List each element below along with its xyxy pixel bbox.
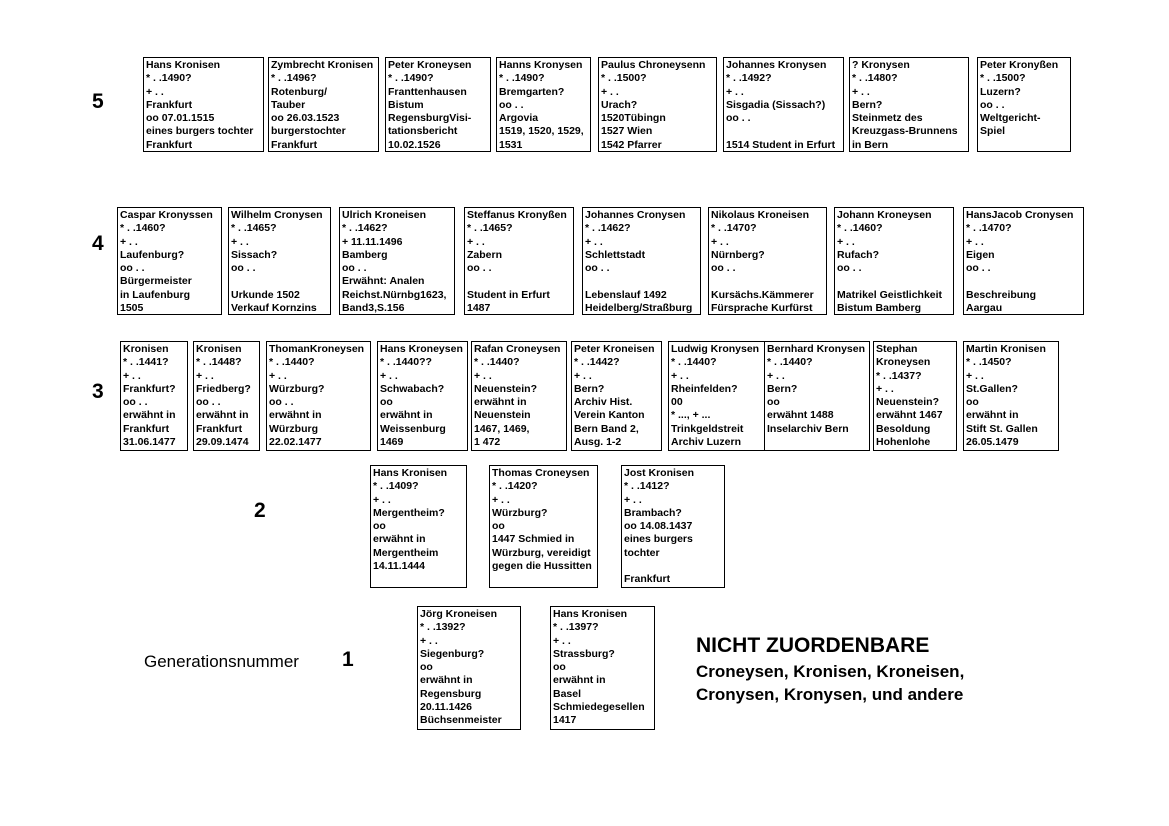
person-detail-line: Frankfurt (196, 422, 243, 435)
person-detail-line: * . .1470? (711, 222, 757, 235)
person-detail-line: erwähnt in (966, 409, 1019, 422)
person-detail-line: + . . (553, 634, 571, 647)
person-detail-line: Würzburg? (269, 382, 325, 395)
person-card (377, 341, 468, 451)
person-detail-line: + . . (196, 369, 214, 382)
person-detail-line: burgerstochter (271, 125, 346, 138)
person-detail-line: Neuenstein? (876, 396, 940, 409)
person-detail-line: oo . . (711, 262, 736, 275)
person-detail-line: Frankfurt (146, 98, 193, 111)
person-detail-line: * . .1420? (492, 480, 538, 493)
person-name: Jörg Kroneisen (420, 608, 498, 620)
person-detail-line: 10.02.1526 (388, 138, 441, 151)
person-detail-line: Rheinfelden? (671, 382, 738, 395)
person-card (385, 57, 491, 152)
generation-number-1: 1 (342, 648, 354, 671)
person-detail-line: 1519, 1520, 1529, (499, 125, 584, 138)
person-detail-line (624, 560, 722, 573)
person-detail-line: Siegenburg? (420, 647, 485, 660)
person-detail-line: Heidelberg/Straßburg (585, 302, 693, 315)
person-detail-line: * . .1500? (601, 72, 647, 85)
person-detail-line: Argovia (499, 112, 539, 125)
person-detail-line: Frankfurt? (123, 382, 176, 395)
person-detail-line: Verein Kanton (574, 409, 645, 422)
person-detail-line: oo (966, 396, 979, 409)
person-name: ? Kronysen (852, 59, 910, 71)
person-detail-line: oo . . (342, 262, 367, 275)
person-detail-line: Zabern (467, 248, 503, 261)
person-detail-line: Schwabach? (380, 382, 445, 395)
person-name: Hans Kronisen (146, 59, 221, 71)
generation-number-2: 2 (254, 499, 266, 522)
person-detail-line: 00 (671, 396, 683, 409)
person-card (143, 57, 264, 152)
person-name: Zymbrecht Kronisen (271, 59, 374, 71)
person-detail-line: * . .1441? (123, 356, 169, 369)
person-name: Ludwig Kronysen (671, 343, 760, 355)
person-detail-line: erwähnt in (269, 409, 322, 422)
person-detail-line: * . .1412? (624, 480, 670, 493)
person-card (834, 207, 954, 315)
person-detail-line: 26.05.1479 (966, 436, 1019, 449)
person-name: Peter Kroneysen (388, 59, 472, 71)
person-detail-line: Bremgarten? (499, 85, 565, 98)
person-detail-line: Mergentheim (373, 546, 439, 559)
person-detail-line: * . .1440? (474, 356, 520, 369)
person-detail-line: * . .1500? (980, 72, 1026, 85)
person-detail-line: * . .1460? (120, 222, 166, 235)
person-detail-line: + . . (624, 493, 642, 506)
person-card (668, 341, 766, 451)
person-detail-line: oo . . (196, 396, 221, 409)
person-detail-line: Mergentheim? (373, 506, 445, 519)
person-detail-line: Hohenlohe (876, 436, 931, 449)
person-detail-line: 1469 (380, 436, 404, 449)
person-card (582, 207, 701, 315)
person-detail-line: * . .1465? (467, 222, 513, 235)
person-detail-line: oo (373, 520, 386, 533)
person-name: Johannes Cronysen (585, 209, 686, 221)
person-detail-line: oo (492, 520, 505, 533)
person-name: Johannes Kronysen (726, 59, 827, 71)
title-block (696, 632, 964, 706)
person-card (963, 207, 1084, 315)
person-detail-line: 1514 Student in Erfurt (726, 138, 836, 151)
person-detail-line: Neuenstein (474, 409, 531, 422)
person-detail-line: oo 07.01.1515 (146, 112, 215, 125)
person-detail-line: 1527 Wien (601, 125, 653, 138)
person-detail-line: oo (767, 396, 780, 409)
person-detail-line (467, 275, 571, 288)
person-detail-line: Brambach? (624, 506, 682, 519)
person-detail-line: + . . (123, 369, 141, 382)
person-detail-line: + . . (269, 369, 287, 382)
person-card (417, 606, 521, 730)
person-detail-line: 1447 Schmied in (492, 533, 575, 546)
person-detail-line: 1520Tübingn (601, 112, 666, 125)
person-detail-line: + . . (120, 235, 138, 248)
person-detail-line: * . .1440?? (380, 356, 432, 369)
person-detail-line: Würzburg (269, 422, 318, 435)
person-card (849, 57, 969, 152)
person-detail-line: + . . (726, 85, 744, 98)
person-detail-line (231, 275, 328, 288)
person-detail-line: * . .1496? (271, 72, 317, 85)
person-detail-line (966, 275, 1081, 288)
person-detail-line: Schmiedegesellen (553, 701, 645, 714)
person-detail-line: Bern Band 2, (574, 422, 639, 435)
person-detail-line: Stift St. Gallen (966, 422, 1038, 435)
title-subtitle-1: Croneysen, Kronisen, Kroneisen, (696, 662, 965, 681)
person-detail-line: Frankfurt (271, 138, 318, 151)
person-detail-line: Weissenburg (380, 422, 446, 435)
person-name: Hans Kronisen (553, 608, 628, 620)
person-card (120, 341, 188, 451)
person-detail-line: Beschreibung (966, 288, 1037, 301)
person-detail-line: + . . (380, 369, 398, 382)
person-name: Peter Kroneisen (574, 343, 655, 355)
person-detail-line: * . .1492? (726, 72, 772, 85)
person-name: Ulrich Kroneisen (342, 209, 427, 221)
person-detail-line: * . .1490? (146, 72, 192, 85)
person-detail-line: + . . (837, 235, 855, 248)
person-detail-line: Sisgadia (Sissach?) (726, 98, 826, 111)
person-detail-line: tationsbericht (388, 125, 458, 138)
person-detail-line: Regensburg (420, 687, 482, 700)
person-name: Martin Kronisen (966, 343, 1046, 355)
person-detail-line: + . . (852, 85, 870, 98)
person-card (764, 341, 870, 451)
person-detail-line: erwähnt in (373, 533, 426, 546)
person-detail-line: erwähnt in (420, 674, 473, 687)
person-detail-line: oo (380, 396, 393, 409)
person-detail-line: St.Gallen? (966, 382, 1018, 395)
person-detail-line: Rufach? (837, 248, 879, 261)
person-detail-line: + . . (966, 235, 984, 248)
person-detail-line: Würzburg, vereidigt (492, 546, 591, 559)
person-detail-line: + . . (146, 85, 164, 98)
person-detail-line: Matrikel Geistlichkeit (837, 288, 943, 301)
title-heading: NICHT ZUORDENBARE (696, 634, 930, 657)
generation-number-3: 3 (92, 380, 104, 403)
person-detail-line: + . . (671, 369, 689, 382)
person-detail-line: oo . . (231, 262, 256, 275)
person-detail-line: 31.06.1477 (123, 436, 176, 449)
person-detail-line: in Laufenburg (120, 288, 190, 301)
person-card (571, 341, 662, 451)
person-card (873, 341, 957, 451)
generation-number-5: 5 (92, 90, 104, 113)
person-detail-line: * . .1490? (388, 72, 434, 85)
person-detail-line: Fürsprache Kurfürst (711, 302, 813, 315)
person-detail-line: + . . (574, 369, 592, 382)
person-detail-line: * . .1448? (196, 356, 242, 369)
person-detail-line: Lebenslauf 1492 (585, 288, 667, 301)
person-detail-line: Basel (553, 687, 582, 700)
person-card (464, 207, 574, 315)
person-detail-line: oo . . (585, 262, 610, 275)
person-detail-line: 1417 (553, 714, 577, 727)
generation-number-4: 4 (92, 232, 104, 255)
person-card (963, 341, 1059, 451)
person-detail-line: + . . (601, 85, 619, 98)
person-detail-line: Band3,S.156 (342, 302, 405, 315)
person-detail-line: 1467, 1469, (474, 422, 530, 435)
person-detail-line: * . .1480? (852, 72, 898, 85)
person-detail-line: Bistum (388, 98, 424, 111)
person-detail-line: gegen die Hussitten (492, 560, 592, 573)
person-detail-line: Weltgericht- (980, 112, 1041, 125)
person-detail-line: * . .1440? (269, 356, 315, 369)
person-name: ThomanKroneysen (269, 343, 365, 355)
person-detail-line: Archiv Hist. (574, 396, 633, 409)
person-detail-line: eines burgers (624, 533, 693, 546)
person-card (496, 57, 591, 152)
title-subtitle-2: Cronysen, Kronysen, und andere (696, 685, 964, 704)
person-detail-line (711, 275, 824, 288)
person-detail-line: Urkunde 1502 (231, 288, 300, 301)
person-name: Steffanus Kronyßen (467, 209, 567, 221)
person-detail-line: Frankfurt (146, 138, 193, 151)
person-detail-line: Frankfurt (624, 573, 671, 586)
person-detail-line: Kursächs.Kämmerer (711, 288, 814, 301)
person-detail-line: eines burgers tochter (146, 125, 254, 138)
person-detail-line: Archiv Luzern (671, 436, 742, 449)
person-detail-line: oo . . (980, 98, 1005, 111)
person-detail-line: Schlettstadt (585, 248, 646, 261)
person-detail-line: Spiel (980, 125, 1006, 138)
person-detail-line: oo . . (269, 396, 294, 409)
person-name: Hans Kronisen (373, 467, 448, 479)
person-detail-line: oo . . (123, 396, 148, 409)
person-detail-line: erwähnt in (380, 409, 433, 422)
person-detail-line: * . .1409? (373, 480, 419, 493)
person-detail-line: * . .1397? (553, 621, 599, 634)
person-name: Wilhelm Cronysen (231, 209, 323, 221)
person-detail-line: * . .1392? (420, 621, 466, 634)
person-detail-line: + . . (474, 369, 492, 382)
person-detail-line: Kroneysen (876, 356, 931, 369)
person-detail-line: + . . (231, 235, 249, 248)
person-detail-line: oo . . (726, 112, 751, 125)
person-card (723, 57, 844, 152)
person-detail-line: + . . (492, 493, 510, 506)
person-detail-line: Bistum Bamberg (837, 302, 922, 315)
person-detail-line: * . .1470? (966, 222, 1012, 235)
person-detail-line: * . .1465? (231, 222, 277, 235)
person-card (339, 207, 455, 315)
person-name: Paulus Chroneysenn (601, 59, 706, 71)
person-detail-line: 14.11.1444 (373, 560, 425, 573)
person-detail-line: Trinkgeldstreit (671, 422, 744, 435)
person-name: Caspar Kronyssen (120, 209, 213, 221)
person-detail-line: + . . (966, 369, 984, 382)
person-detail-line: * . .1450? (966, 356, 1012, 369)
person-card (268, 57, 379, 152)
person-detail-line: Luzern? (980, 85, 1021, 98)
person-name: Thomas Croneysen (492, 467, 590, 479)
person-detail-line: Bern? (852, 98, 883, 111)
person-detail-line (726, 125, 841, 138)
person-detail-line: Eigen (966, 248, 995, 261)
person-detail-line: erwähnt 1467 (876, 409, 943, 422)
person-detail-line: 1505 (120, 302, 144, 315)
generation-label: Generationsnummer (144, 652, 299, 671)
person-detail-line (585, 275, 698, 288)
person-detail-line: 22.02.1477 (269, 436, 322, 449)
person-detail-line: 1542 Pfarrer (601, 138, 662, 151)
person-detail-line: oo . . (467, 262, 492, 275)
person-name: Kronisen (196, 343, 242, 355)
person-detail-line: Franttenhausen (388, 85, 467, 98)
person-detail-line: Neuenstein? (474, 382, 538, 395)
person-detail-line: Strassburg? (553, 647, 615, 660)
person-detail-line: Reichst.Nürnbg1623, (342, 288, 447, 301)
person-name: HansJacob Cronysen (966, 209, 1074, 221)
person-detail-line: Laufenburg? (120, 248, 185, 261)
person-card (977, 57, 1071, 152)
person-detail-line: Student in Erfurt (467, 288, 550, 301)
person-card (621, 465, 725, 588)
person-detail-line: 20.11.1426 (420, 701, 472, 714)
person-name: Johann Kroneysen (837, 209, 932, 221)
person-detail-line: Bamberg (342, 248, 388, 261)
person-detail-line: Würzburg? (492, 506, 548, 519)
person-detail-line: + . . (373, 493, 391, 506)
person-detail-line: Inselarchiv Bern (767, 422, 849, 435)
person-detail-line: erwähnt in (553, 674, 606, 687)
person-detail-line: erwähnt in (123, 409, 176, 422)
person-card (228, 207, 331, 315)
person-card (708, 207, 827, 315)
person-detail-line: + . . (420, 634, 438, 647)
person-detail-line: + . . (467, 235, 485, 248)
person-detail-line: * . .1437? (876, 369, 922, 382)
person-card (489, 465, 598, 588)
person-detail-line: * . .1440? (767, 356, 813, 369)
person-card (598, 57, 717, 152)
person-name: Nikolaus Kroneisen (711, 209, 810, 221)
person-name: Jost Kronisen (624, 467, 695, 479)
person-detail-line: Steinmetz des (852, 112, 923, 125)
person-detail-line: erwähnt in (474, 396, 527, 409)
person-detail-line: oo . . (837, 262, 862, 275)
person-detail-line: 1487 (467, 302, 491, 315)
person-detail-line: Ausg. 1-2 (574, 436, 622, 449)
person-detail-line: * . .1490? (499, 72, 545, 85)
person-detail-line: Besoldung (876, 422, 931, 435)
person-name: Rafan Croneysen (474, 343, 561, 355)
person-detail-line: Kreuzgass-Brunnens (852, 125, 958, 138)
person-detail-line: oo 26.03.1523 (271, 112, 340, 125)
person-detail-line: Verkauf Kornzins (231, 302, 317, 315)
person-detail-line: + . . (711, 235, 729, 248)
person-detail-line: + 11.11.1496 (342, 235, 403, 248)
person-detail-line: Frankfurt (123, 422, 170, 435)
person-detail-line: * . .1462? (342, 222, 388, 235)
person-name: Bernhard Kronysen (767, 343, 866, 355)
person-detail-line: * . .1440? (671, 356, 717, 369)
person-detail-line: + . . (585, 235, 603, 248)
person-detail-line: Aargau (966, 302, 1003, 315)
person-detail-line: erwähnt in (196, 409, 249, 422)
person-detail-line: oo . . (966, 262, 991, 275)
person-name: Hans Kroneysen (380, 343, 463, 355)
person-detail-line: 1531 (499, 138, 523, 151)
person-detail-line: oo . . (499, 98, 524, 111)
person-detail-line: oo (420, 661, 433, 674)
person-detail-line: RegensburgVisi- (388, 112, 472, 125)
person-detail-line: 1 472 (474, 436, 501, 449)
person-card (266, 341, 371, 451)
person-detail-line: erwähnt 1488 (767, 409, 834, 422)
person-detail-line: in Bern (852, 138, 889, 151)
person-detail-line: + . . (767, 369, 785, 382)
person-detail-line: * . .1442? (574, 356, 620, 369)
person-name: Peter Kronyßen (980, 59, 1059, 71)
person-card (193, 341, 260, 451)
person-detail-line: 29.09.1474 (196, 436, 249, 449)
person-detail-line: * . .1460? (837, 222, 883, 235)
person-detail-line: * ..., + ... (671, 409, 711, 422)
person-detail-line (837, 275, 951, 288)
person-card (471, 341, 567, 451)
person-detail-line: oo 14.08.1437 (624, 520, 693, 533)
person-detail-line: + . . (876, 382, 894, 395)
person-name: Stephan (876, 343, 918, 355)
person-detail-line: * . .1462? (585, 222, 631, 235)
person-detail-line: Rotenburg/ (271, 85, 327, 98)
person-detail-line: oo (553, 661, 566, 674)
person-card (550, 606, 655, 730)
person-detail-line: Büchsenmeister (420, 714, 502, 727)
person-detail-line: Bern? (767, 382, 798, 395)
person-detail-line: Nürnberg? (711, 248, 765, 261)
person-name: Kronisen (123, 343, 169, 355)
person-detail-line: oo . . (120, 262, 145, 275)
person-detail-line: Bern? (574, 382, 605, 395)
person-card (370, 465, 467, 588)
person-name: Hanns Kronysen (499, 59, 583, 71)
person-detail-line: Urach? (601, 98, 638, 111)
person-detail-line: Bürgermeister (120, 275, 192, 288)
person-detail-line: Erwähnt: Analen (342, 275, 425, 288)
person-detail-line: Sissach? (231, 248, 278, 261)
person-detail-line: Tauber (271, 98, 306, 111)
person-detail-line: Friedberg? (196, 382, 251, 395)
person-card (117, 207, 222, 315)
person-detail-line: tochter (624, 546, 660, 559)
